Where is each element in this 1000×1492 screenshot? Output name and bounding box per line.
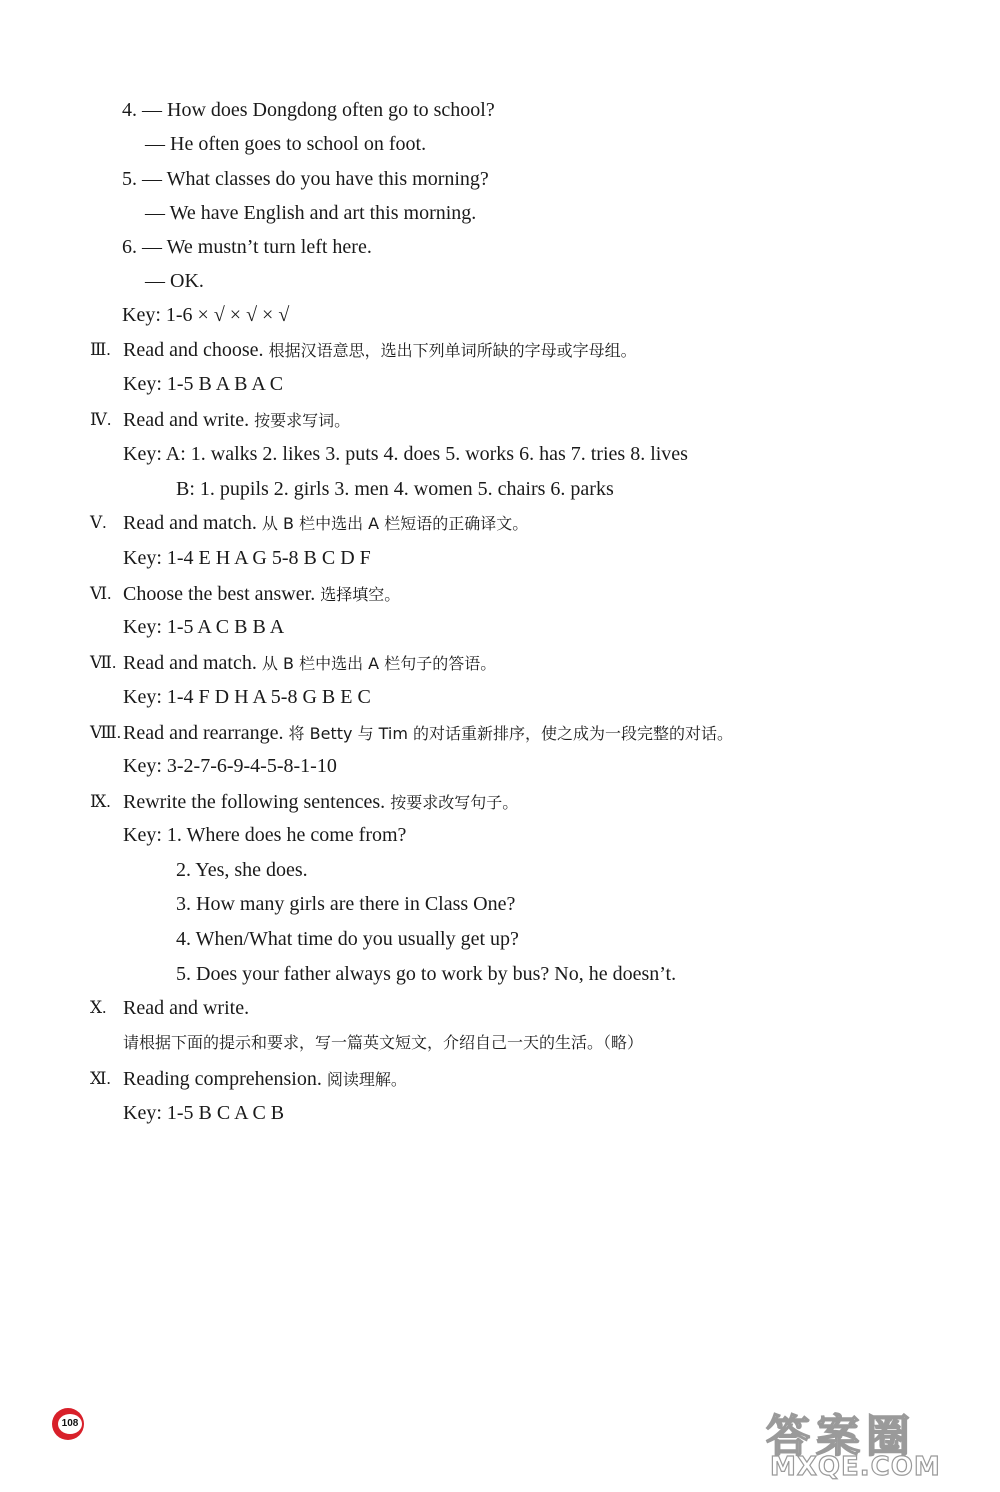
dialogue-line: 5. — What classes do you have this morning? <box>122 168 489 190</box>
section-title-en: Choose the best answer. <box>123 583 316 605</box>
answer-key: Key: 1-4 E H A G 5-8 B C D F <box>123 547 371 569</box>
section-number: Ⅵ. <box>90 584 112 603</box>
answer-key: Key: 1. Where does he come from? <box>123 824 407 846</box>
section-title <box>123 996 249 1021</box>
section-title-en: Read and write. <box>123 409 255 431</box>
section-title-en: Read and rearrange. <box>123 722 284 744</box>
answer-key: Key: 3-2-7-6-9-4-5-8-1-10 <box>123 755 337 777</box>
section-number: Ⅺ. <box>90 1069 111 1088</box>
section-title <box>123 651 496 676</box>
section-title <box>123 582 400 607</box>
watermark-text: 答案圈 <box>766 1411 916 1462</box>
section-number: Ⅴ. <box>90 513 107 532</box>
answer-key: Key: 1-5 A C B B A <box>123 616 285 638</box>
section-title-en: Rewrite the following sentences. <box>123 791 386 813</box>
section-title-zh: 将 Betty 与 Tim 的对话重新排序，使之成为一段完整的对话。 <box>283 724 734 743</box>
dialogue-line: 6. — We mustn’t turn left here. <box>122 236 372 258</box>
section-title <box>123 338 637 363</box>
watermark-logo <box>726 1400 986 1486</box>
dialogue-line: — We have English and art this morning. <box>145 202 477 224</box>
answer-key: 3. How many girls are there in Class One? <box>176 893 516 915</box>
answer-key: Key: 1-5 B A B A C <box>123 373 284 395</box>
answer-key: B: 1. pupils 2. girls 3. men 4. women 5. chairs 6. parks <box>176 478 614 500</box>
dialogue-line: — OK. <box>145 270 204 292</box>
section-number: Ⅶ. <box>90 653 117 672</box>
section-title-zh: 根据汉语意思，选出下列单词所缺的字母或字母组。 <box>263 341 637 360</box>
section-title-en: Read and choose. <box>123 339 264 361</box>
section-title-zh: 从 B 栏中选出 A 栏句子的答语。 <box>256 654 497 673</box>
answer-key: 2. Yes, she does. <box>176 859 308 881</box>
section-number: Ⅳ. <box>90 410 112 429</box>
section-title-zh: 阅读理解。 <box>321 1070 407 1089</box>
section-number: Ⅲ. <box>90 340 111 359</box>
dialogue-line: — He often goes to school on foot. <box>145 133 427 155</box>
section-title <box>123 790 518 815</box>
section-number: Ⅷ. <box>90 723 122 742</box>
section-title-zh: 按要求改写句子。 <box>385 793 519 812</box>
watermark-url: MXQE.COM <box>770 1452 941 1482</box>
section-title <box>123 721 733 746</box>
section-title-zh: 从 B 栏中选出 A 栏短语的正确译文。 <box>256 514 529 533</box>
section-title-zh: 按要求写词。 <box>254 411 351 430</box>
section-title <box>123 511 528 536</box>
section-number: Ⅹ. <box>90 998 107 1017</box>
section-title-zh: 选择填空。 <box>315 585 401 604</box>
section-number: Ⅸ. <box>90 792 111 811</box>
answer-key: Key: A: 1. walks 2. likes 3. puts 4. does 5. works 6. has 7. tries 8. lives <box>123 443 688 465</box>
section-title <box>123 1067 407 1092</box>
dialogue-line: 4. — How does Dongdong often go to school? <box>122 99 495 121</box>
answer-key: 请根据下面的提示和要求，写一篇英文短文，介绍自己一天的生活。（略） <box>123 1033 644 1052</box>
section-title-en: Read and match. <box>123 512 257 534</box>
section-title-en: Read and write. <box>123 997 250 1019</box>
section-title-en: Reading comprehension. <box>123 1068 322 1090</box>
page-number: 108 <box>58 1414 82 1434</box>
section-title-en: Read and match. <box>123 652 257 674</box>
page-number-badge <box>48 1408 88 1442</box>
answer-key: 4. When/What time do you usually get up? <box>176 928 519 950</box>
answer-key: 5. Does your father always go to work by bus? No, he doesn’t. <box>176 963 677 985</box>
answer-key: Key: 1-4 F D H A 5-8 G B E C <box>123 686 371 708</box>
answer-key: Key: 1-5 B C A C B <box>123 1102 285 1124</box>
answer-key: Key: 1-6 × √ × √ × √ <box>122 304 290 326</box>
section-title <box>123 408 350 433</box>
